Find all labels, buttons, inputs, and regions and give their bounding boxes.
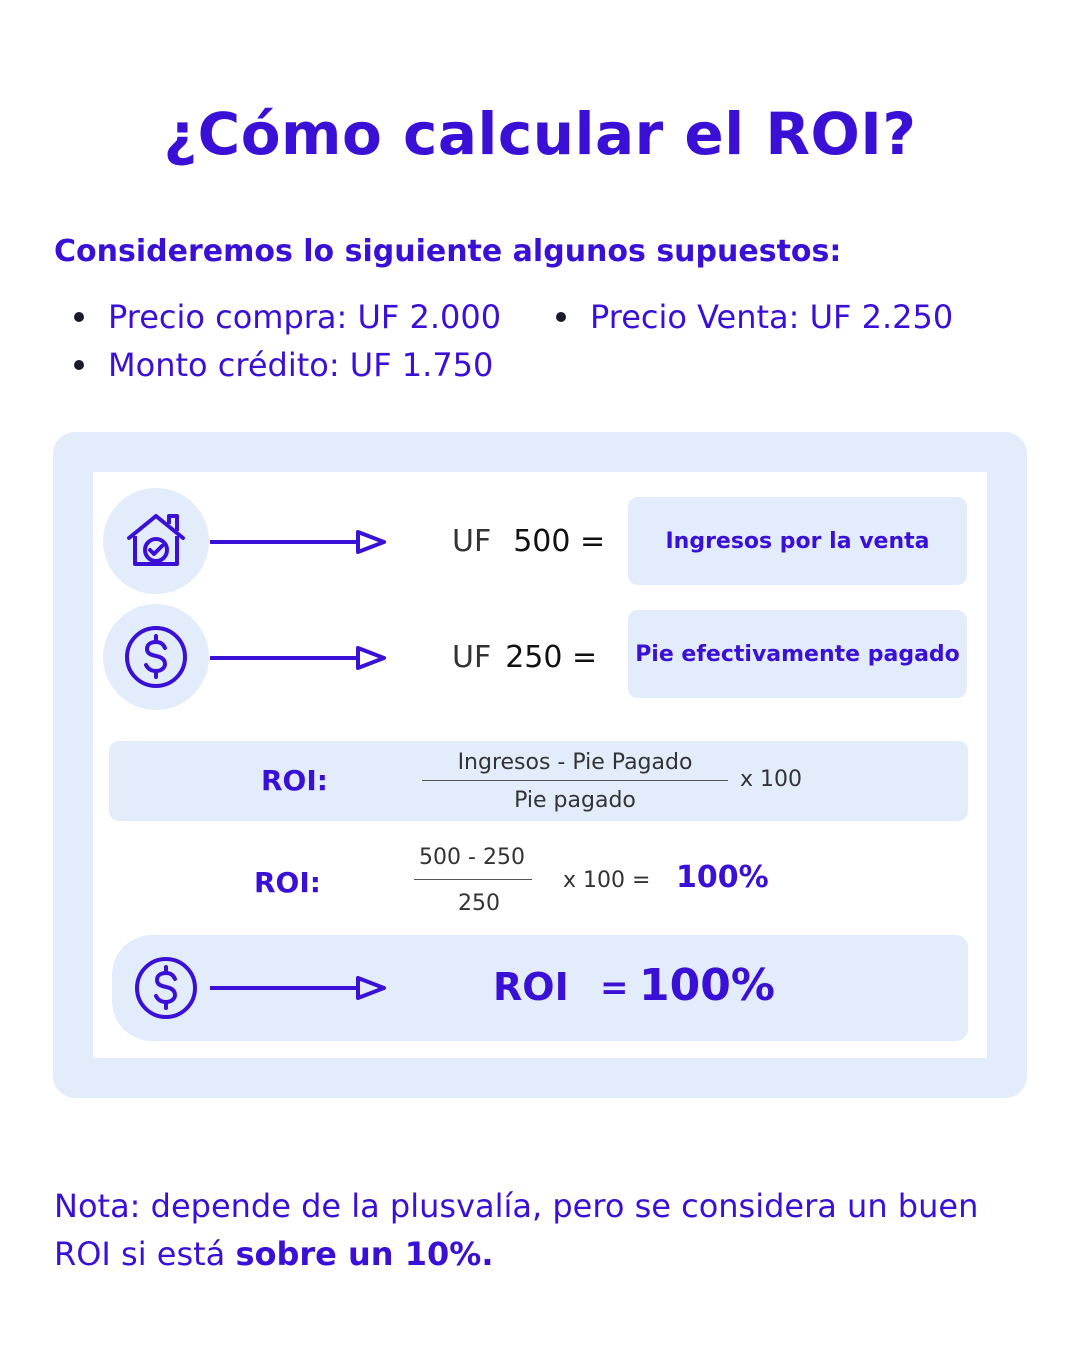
arrow-right-icon — [210, 644, 386, 672]
dollar-coin-icon — [103, 604, 209, 710]
list-item — [74, 346, 493, 384]
assumption-credit-amount: Monto crédito: UF 1.750 — [108, 346, 494, 384]
income-value: 500 = — [513, 524, 606, 559]
house-check-icon — [103, 488, 209, 594]
arrow-right-icon — [210, 528, 386, 556]
fraction-line — [414, 879, 532, 880]
result-roi-label: ROI — [493, 965, 569, 1009]
bullet-dot-icon — [556, 312, 566, 322]
footnote-text: Nota: depende de la plusvalía, pero se considera un buen ROI si está — [54, 1187, 979, 1273]
fraction-line — [422, 780, 728, 781]
calculation-result: 100% — [676, 860, 769, 895]
formula-denominator: Pie pagado — [514, 788, 636, 813]
result-equals: = — [600, 968, 629, 1008]
footnote-emphasis: sobre un 10%. — [235, 1235, 494, 1273]
calculation-multiplier: x 100 = — [563, 868, 651, 893]
income-label: Ingresos por la venta — [628, 497, 967, 585]
down-payment-value: 250 = — [505, 640, 598, 675]
calculation-roi-label: ROI: — [254, 866, 321, 899]
page-title: ¿Cómo calcular el ROI? — [163, 100, 917, 168]
list-item — [556, 298, 953, 336]
footnote — [54, 1182, 1034, 1278]
bullet-dot-icon — [74, 312, 84, 322]
down-payment-label: Pie efectivamente pagado — [628, 610, 967, 698]
formula-multiplier: x 100 — [740, 767, 803, 792]
formula-numerator: Ingresos - Pie Pagado — [457, 750, 693, 775]
unit-label: UF — [452, 640, 492, 675]
bullet-dot-icon — [74, 360, 84, 370]
unit-label: UF — [452, 524, 492, 559]
assumption-sale-price: Precio Venta: UF 2.250 — [590, 298, 954, 336]
calculation-denominator: 250 — [458, 891, 500, 916]
assumption-purchase-price: Precio compra: UF 2.000 — [108, 298, 502, 336]
calculation-numerator: 500 - 250 — [419, 845, 525, 870]
list-item — [74, 298, 501, 336]
arrow-right-icon — [210, 974, 386, 1002]
down-payment-equation — [452, 640, 597, 675]
dollar-coin-icon — [124, 946, 208, 1030]
result-value: 100% — [639, 960, 775, 1011]
income-equation — [452, 524, 605, 559]
assumptions-heading: Consideremos lo siguiente algunos supuestos: — [54, 234, 842, 269]
formula-roi-label: ROI: — [261, 764, 328, 797]
